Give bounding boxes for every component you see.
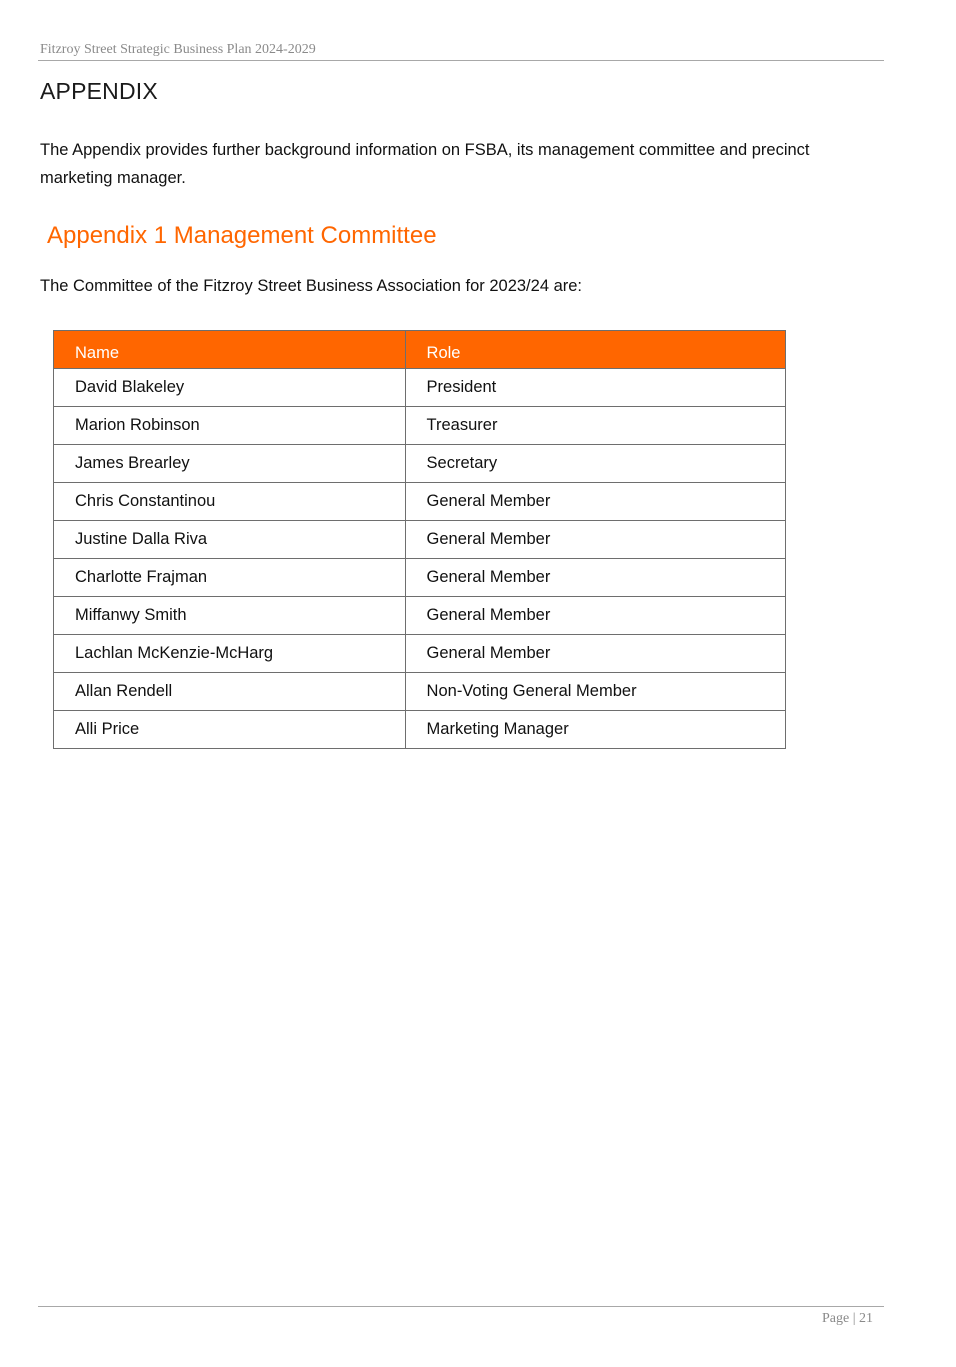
member-name: James Brearley [54,445,406,483]
page-title: APPENDIX [40,78,158,104]
member-name: Alli Price [54,711,406,749]
table-row [54,407,786,445]
member-role: General Member [405,483,785,521]
member-role: Secretary [405,445,785,483]
member-name: Justine Dalla Riva [54,521,406,559]
member-role: General Member [405,635,785,673]
footer-divider [38,1306,884,1307]
member-role: Non-Voting General Member [405,673,785,711]
table-row [54,483,786,521]
table-row [54,635,786,673]
table-row [54,369,786,407]
member-role: Treasurer [405,407,785,445]
member-role: General Member [405,597,785,635]
member-name: Marion Robinson [54,407,406,445]
member-name: Chris Constantinou [54,483,406,521]
page-number: Page | 21 [822,1311,874,1326]
member-name: Allan Rendell [54,673,406,711]
member-name: David Blakeley [54,369,406,407]
table-row [54,559,786,597]
table-row [54,521,786,559]
column-header-name: Name [54,331,406,369]
member-role: Marketing Manager [405,711,785,749]
member-role: General Member [405,559,785,597]
table-row [54,673,786,711]
table-row [54,445,786,483]
member-role: President [405,369,785,407]
committee-table [53,330,786,749]
table-header-row [54,331,786,369]
member-name: Charlotte Frajman [54,559,406,597]
member-name: Miffanwy Smith [54,597,406,635]
section-heading: Appendix 1 Management Committee [47,222,437,249]
committee-intro: The Committee of the Fitzroy Street Business Association for 2023/24 are: [40,277,583,295]
member-name: Lachlan McKenzie-McHarg [54,635,406,673]
appendix-intro: The Appendix provides further background information on FSBA, its management committee and precinct marketing manager. [40,141,810,187]
table-row [54,597,786,635]
member-role: General Member [405,521,785,559]
running-header: Fitzroy Street Strategic Business Plan 2024-2029 [40,42,316,57]
header-divider [38,60,884,61]
column-header-role: Role [405,331,785,369]
table-row [54,711,786,749]
